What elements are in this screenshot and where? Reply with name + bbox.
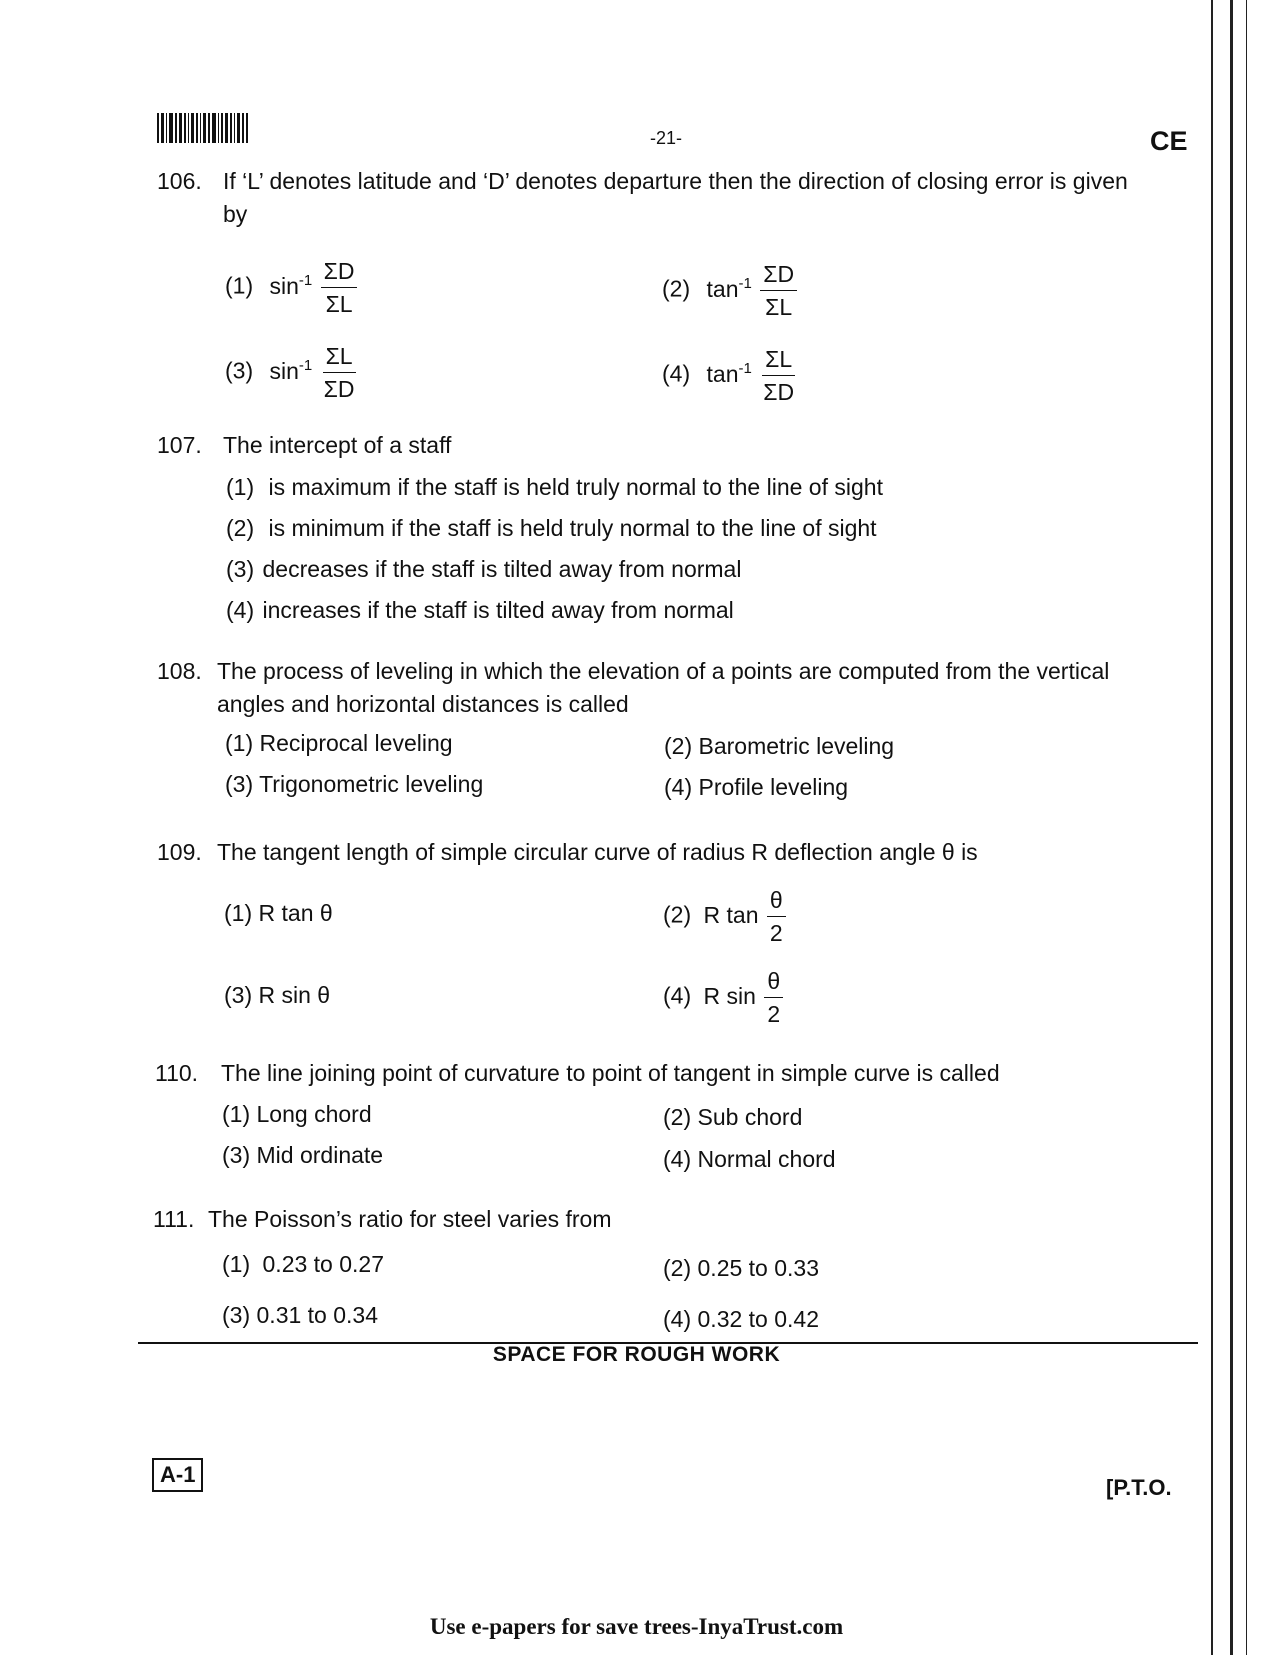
option-label: (2) — [663, 1255, 692, 1281]
option-label: (3) — [222, 1302, 251, 1328]
option — [225, 771, 483, 798]
option-label: (1) — [225, 730, 254, 756]
option — [662, 258, 797, 323]
option-label: (4) — [663, 1146, 692, 1172]
numerator: ΣD — [760, 258, 797, 291]
option — [222, 1142, 383, 1169]
option-function: R sin — [703, 982, 756, 1009]
option-label: (4) — [663, 982, 692, 1009]
option-label: (3) — [225, 771, 254, 797]
option-label: (2) — [662, 275, 691, 302]
question-111 — [153, 1203, 1143, 1236]
option — [226, 556, 741, 583]
superscript: -1 — [298, 271, 313, 289]
question-108 — [157, 655, 1147, 721]
fraction — [760, 343, 797, 408]
option — [663, 1146, 836, 1173]
option — [222, 1251, 384, 1278]
option-function: tan — [706, 360, 739, 387]
option-label: (1) — [225, 272, 254, 299]
option — [663, 1104, 802, 1131]
option-label: (2) — [663, 1104, 692, 1130]
question-106 — [157, 165, 1132, 231]
superscript: -1 — [298, 356, 313, 374]
option-label: (2) — [663, 901, 692, 928]
option-text: is maximum if the staff is held truly normal to the line of sight — [268, 474, 883, 500]
denominator: 2 — [767, 1001, 781, 1027]
option — [226, 597, 734, 624]
option-label: (4) — [662, 360, 691, 387]
option — [663, 1255, 819, 1282]
option-text: 0.31 to 0.34 — [256, 1302, 379, 1328]
question-109 — [157, 836, 1147, 869]
option-label: (2) — [664, 733, 693, 759]
booklet-code: A-1 — [152, 1458, 203, 1492]
question-text: The line joining point of curvature to point of tangent in simple curve is called — [221, 1060, 1000, 1086]
fraction — [321, 255, 358, 320]
option-text: Barometric leveling — [698, 733, 895, 759]
question-text: The process of leveling in which the elevation of a points are computed from the vertical angles and horizontal distances is called — [217, 658, 1110, 717]
question-number: 106. — [157, 168, 202, 194]
fraction — [764, 965, 783, 1030]
question-text: The tangent length of simple circular curve of radius R deflection angle θ is — [217, 839, 978, 865]
option-function: sin — [269, 272, 299, 299]
numerator: θ — [767, 884, 786, 917]
option-function: tan — [706, 275, 739, 302]
rough-work-label: SPACE FOR ROUGH WORK — [492, 1343, 781, 1366]
question-107 — [157, 429, 1132, 462]
question-text: The Poisson’s ratio for steel varies from — [208, 1206, 612, 1232]
option — [225, 340, 357, 405]
option-text: Normal chord — [697, 1146, 836, 1172]
option-label: (4) — [226, 597, 255, 623]
option — [664, 774, 848, 801]
option — [226, 474, 883, 501]
option-text: Sub chord — [697, 1104, 803, 1130]
numerator: ΣD — [321, 255, 358, 288]
fraction — [767, 884, 786, 949]
option-label: (1) — [224, 900, 253, 926]
question-number: 107. — [157, 432, 202, 458]
option-text: 0.32 to 0.42 — [697, 1306, 820, 1332]
question-number: 108. — [157, 658, 202, 684]
footer-text: Use e-papers for save trees-InyaTrust.com — [429, 1614, 844, 1639]
option-label: (3) — [222, 1142, 251, 1168]
superscript: -1 — [738, 359, 752, 377]
option-label: (4) — [664, 774, 693, 800]
page-number: -21- — [650, 128, 683, 148]
option-text: 0.25 to 0.33 — [697, 1255, 820, 1281]
option-text: Trigonometric leveling — [259, 771, 484, 797]
option-label: (1) — [222, 1101, 251, 1127]
option — [664, 733, 894, 760]
option-text: Profile leveling — [698, 774, 849, 800]
fraction — [321, 340, 358, 405]
question-text: The intercept of a staff — [223, 432, 452, 458]
option — [224, 982, 330, 1009]
subject-code: CE — [1150, 126, 1188, 156]
option-label: (3) — [226, 556, 255, 582]
option-text: 0.23 to 0.27 — [262, 1251, 385, 1277]
option-text: increases if the staff is tilted away from normal — [262, 597, 734, 623]
scan-edge-line — [1246, 0, 1247, 1655]
option — [222, 1302, 378, 1329]
denominator: ΣL — [765, 294, 793, 320]
option-text: decreases if the staff is tilted away from normal — [262, 556, 742, 582]
question-text: If ‘L’ denotes latitude and ‘D’ denotes departure then the direction of closing error is given by — [223, 168, 1128, 227]
option — [226, 515, 877, 542]
numerator: ΣL — [762, 343, 795, 376]
pto-label: [P.T.O. — [1106, 1475, 1172, 1500]
option-function: sin — [269, 357, 299, 384]
numerator: θ — [764, 965, 783, 998]
option — [225, 255, 357, 320]
option-label: (1) — [222, 1251, 251, 1277]
option — [222, 1101, 372, 1128]
denominator: ΣD — [763, 379, 795, 405]
option-label: (3) — [225, 357, 254, 384]
option-text: is minimum if the staff is held truly normal to the line of sight — [268, 515, 877, 541]
option-function: R tan — [703, 901, 759, 928]
fraction — [760, 258, 797, 323]
option-label: (4) — [663, 1306, 692, 1332]
option — [663, 1306, 819, 1333]
denominator: 2 — [769, 920, 783, 946]
barcode — [157, 113, 251, 143]
option-text: Mid ordinate — [256, 1142, 384, 1168]
question-number: 109. — [157, 839, 202, 865]
option — [662, 343, 797, 408]
option-text: R sin θ — [258, 982, 331, 1008]
option-text: Long chord — [256, 1101, 372, 1127]
question-number: 111. — [153, 1206, 195, 1232]
denominator: ΣL — [325, 291, 353, 317]
option-label: (2) — [226, 515, 255, 541]
option-text: R tan θ — [258, 900, 333, 926]
scan-edge-line — [1230, 0, 1233, 1655]
option-text: Reciprocal leveling — [259, 730, 453, 756]
option-label: (1) — [226, 474, 255, 500]
numerator: ΣL — [323, 340, 356, 373]
option — [663, 965, 783, 1030]
scan-edge-line — [1211, 0, 1213, 1655]
option — [225, 730, 453, 757]
question-number: 110. — [155, 1060, 199, 1086]
superscript: -1 — [738, 274, 752, 292]
option-label: (3) — [224, 982, 253, 1008]
question-110 — [155, 1057, 1145, 1090]
option — [224, 900, 333, 927]
denominator: ΣD — [323, 376, 355, 402]
option — [663, 884, 786, 949]
